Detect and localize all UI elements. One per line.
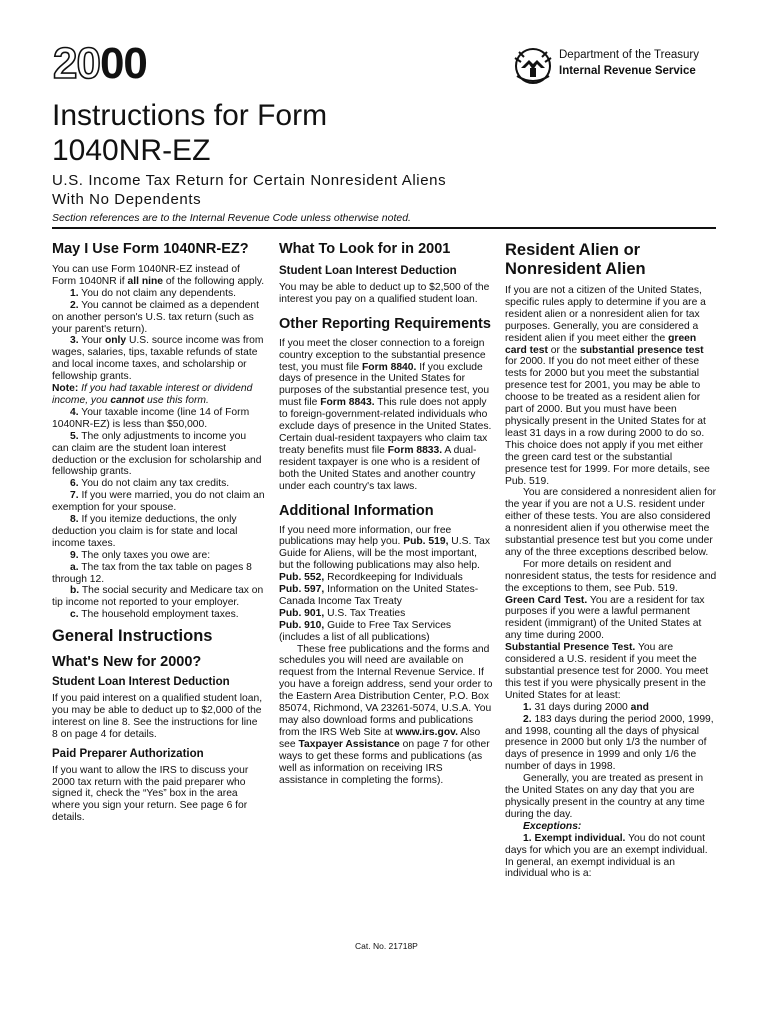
publication-item: Pub. 901, U.S. Tax Treaties (279, 607, 406, 619)
student-loan-text: If you paid interest on a qualified student loan, you may be able to deduct up to $2,000 of the interest on line 8. See the instructions for line 8 on page 4 for details. (52, 693, 263, 740)
tax-year-outline: 20 (53, 39, 100, 88)
heading-student-loan: Student Loan Interest Deduction (52, 676, 230, 689)
presence-item: 1. 31 days during 2000 and (523, 701, 649, 713)
exceptions-label: Exceptions: (523, 820, 582, 832)
heading-student-loan-2001: Student Loan Interest Deduction (279, 265, 457, 277)
sub-list-item: c. The household employment taxes. (70, 609, 239, 621)
heading-2001: What To Look for in 2001 (279, 241, 451, 257)
sub-list-item: b. The social security and Medicare tax on tip income not reported to your employer. (52, 585, 264, 609)
catalog-number: Cat. No. 21718P (355, 941, 418, 951)
section-reference-note: Section references are to the Internal Revenue Code unless otherwise noted. (52, 212, 411, 224)
publication-item: Pub. 552, Recordkeeping for Individuals (279, 572, 463, 584)
list-item: 7. If you were married, you do not claim an exemption for your spouse. (52, 490, 265, 514)
more-details-text: For more details on resident and nonresident status, the tests for residence and the exceptions to them, see Pub. 519. (505, 558, 717, 594)
list-item: 1. You do not claim any dependents. (70, 287, 237, 299)
list-item: 2. You cannot be claimed as a dependent on another person's U.S. tax return (such as your parent's return). (52, 299, 259, 335)
resident-text: If you are not a citizen of the United States, specific rules apply to determine if you are a resident alien or a nonresident alien for tax purposes. Generally, you are considered a resident alien if you meet either the green card test or the substantial presence test for 2000. If you do not meet either of these tests for 2000 but you meet the substantial presence test for 2001, you may be able to choose to be treated as a resident alien for part of 2000. But you must have been physically present in the United States for at least 31 days in a row during 2000 to do so. This choice does not apply if you met either the green card test or the substantial presence test for 1999. For more details, see Pub. 519. (505, 285, 710, 487)
additional-info-text: If you need more information, our free publications may help you. Pub. 519, U.S. Tax Guide for Aliens, will be the most important, but the following publications may also help. (279, 524, 491, 572)
heading-other-reporting: Other Reporting Requirements (279, 315, 491, 332)
heading-general-instructions: General Instructions (52, 627, 213, 646)
column-2 (279, 238, 493, 786)
title-line-2: 1040NR-EZ (52, 134, 211, 167)
heading-additional-info: Additional Information (279, 502, 434, 519)
tax-year (53, 39, 147, 88)
list-item: 6. You do not claim any tax credits. (70, 478, 230, 490)
heading-may-i-use: May I Use Form 1040NR-EZ? (52, 241, 249, 257)
heading-resident-alien: Resident Alien or Nonresident Alien (505, 241, 646, 278)
tax-year-solid: 00 (99, 39, 147, 88)
column-3 (505, 238, 717, 880)
subtitle-line-1: U.S. Income Tax Return for Certain Nonresident Aliens (52, 172, 447, 189)
heading-whats-new: What's New for 2000? (52, 654, 202, 671)
list-item: 5. The only adjustments to income you can claim are the student loan interest deduction or the exclusion for scholarship and fellowship grants. (52, 430, 262, 478)
publication-item: Pub. 597, Information on the United States-Canada Income Tax Treaty (279, 584, 479, 607)
paid-preparer-text: If you want to allow the IRS to discuss your 2000 tax return with the paid preparer who signed it, check the “Yes” box in the area where you sign your return. See page 6 for details. (52, 764, 249, 824)
publication-item: Pub. 910, Guide to Free Tax Services (includes a list of all publications) (279, 619, 452, 643)
department-block (511, 46, 751, 86)
sub-list-item: a. The tax from the tax table on pages 8 through 12. (52, 561, 252, 585)
irs-eagle-logo-icon (511, 46, 555, 86)
income-note: Note: If you had taxable interest or dividend income, you cannot use this form. (52, 383, 253, 406)
page-title (52, 98, 512, 168)
free-publications-text: These free publications and the forms and schedules you will need are available on request from the Internal Revenue Service. If you have a foreign address, send your order to the Eastern Area Distribution Center, P.O. Box 85074, Richmond, VA 23261-5074, U.S.A. You may also download forms and publications from the IRS Web Site at www.irs.gov. Also see Taxpayer Assistance on page 7 for other ways to get these forms and publications (as well as information on receiving IRS assistance in completing the forms). (279, 643, 493, 786)
subtitle-line-2: With No Dependents (52, 191, 202, 208)
green-card-test: Green Card Test. You are a resident for tax purposes if you were a lawful permanent resident (immigrant) of the United States at any time during 2000. (505, 594, 705, 642)
column-1 (52, 238, 265, 824)
department-name: Department of the Treasury (559, 49, 699, 61)
exempt-individual: 1. Exempt individual. You do not count days for which you are an exempt individual. In general, an exempt individual is an individual who is a: (505, 832, 708, 880)
student-loan-2001-text: You may be able to deduct up to $2,500 of the interest you pay on a qualified student loan. (279, 281, 490, 305)
list-item: 8. If you itemize deductions, the only deduction you claim is for state and local income taxes. (52, 514, 238, 549)
list-item: 4. Your taxable income (line 14 of Form 1040NR-EZ) is less than $50,000. (52, 406, 250, 430)
substantial-presence-test: Substantial Presence Test. You are considered a U.S. resident if you meet the substantial presence test for 2000. You meet this test if you were physically present in the United States for at least: (505, 642, 709, 701)
list-item: 9. The only taxes you owe are: (70, 549, 211, 561)
page-subtitle (52, 171, 512, 209)
title-line-1: Instructions for Form (52, 99, 328, 132)
presence-item: 2. 183 days during the period 2000, 1999, and 1998, counting all the days of physical presence in 2000 but only 1/3 the number of days of presence in 1999 and only 1/6 the number of days in 1998. (505, 713, 714, 773)
list-item: 3. Your only U.S. source income was from wages, salaries, tips, taxable refunds of state and local income taxes, and scholarship or fellowship grants. (52, 335, 264, 383)
eligibility-intro: You can use Form 1040NR-EZ instead of Form 1040NR if all nine of the following apply. (52, 264, 265, 287)
presence-general-text: Generally, you are treated as present in the United States on any day that you are physically present in the country at any time during the day. (505, 773, 705, 820)
other-reporting-text: If you meet the closer connection to a foreign country exception to the substantial presence test, you must file Form 8840. If you exclude days of presence in the United States for purposes of the substantial presence test, you must file Form 8843. This rule does not apply to foreign-government-related individuals who exclude days of presence in the United States. Certain dual-resident taxpayers who claim tax treaty benefits must file Form 8833. A dual-resident taxpayer is one who is a resident of both the United States and another country under each country's tax laws. (279, 337, 492, 492)
irs-name: Internal Revenue Service (559, 65, 696, 77)
heading-paid-preparer: Paid Preparer Authorization (52, 747, 204, 760)
nonresident-text: You are considered a nonresident alien for the year if you are not a U.S. resident under either of these tests. You are also considered a nonresident alien if you otherwise meet the substantial presence test but you come under any of the three exceptions described below. (505, 487, 717, 558)
header-divider (52, 227, 716, 229)
